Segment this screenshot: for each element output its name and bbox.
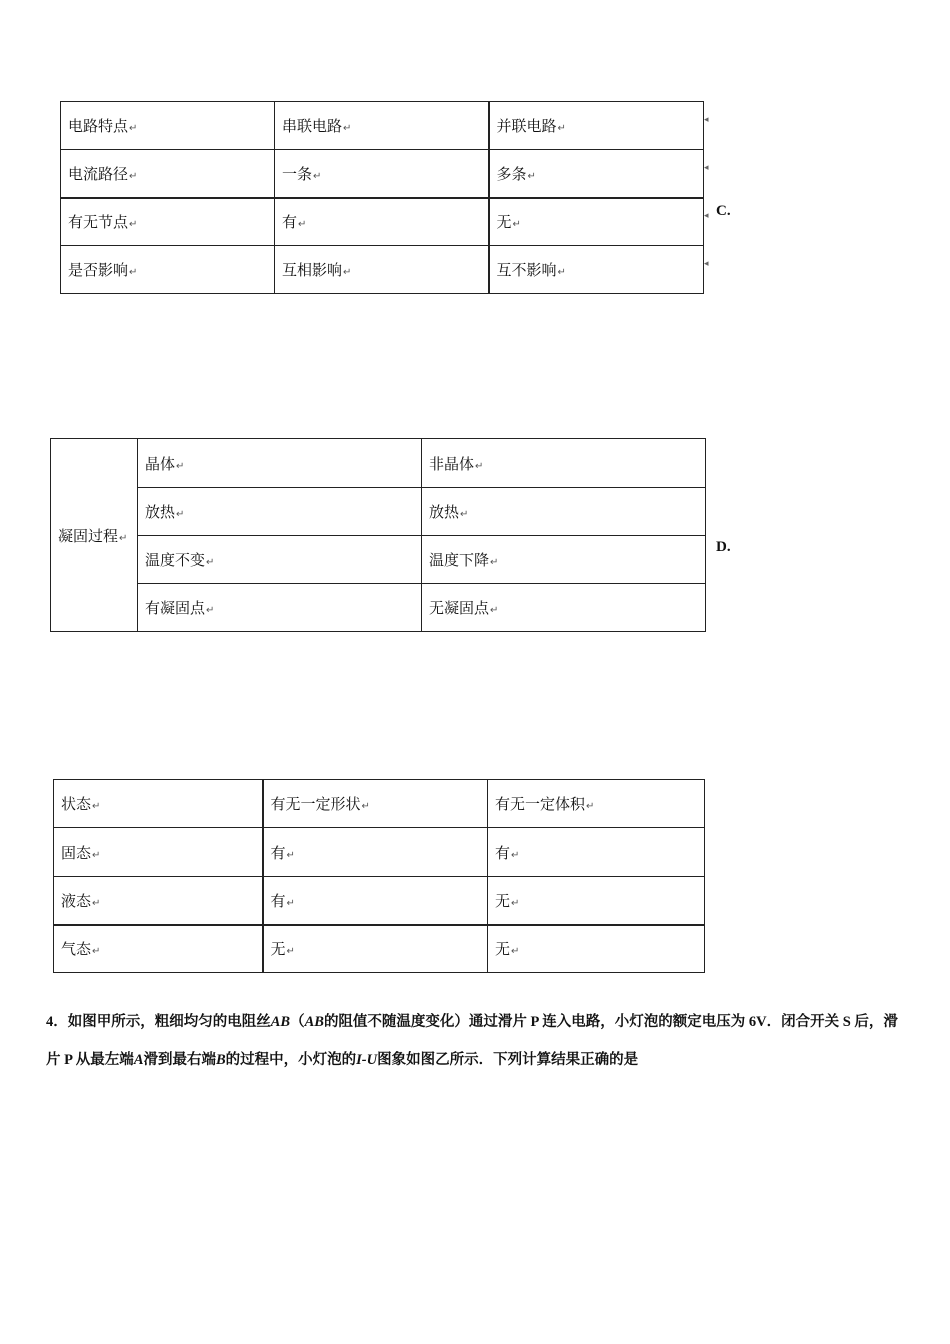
solidification-table <box>50 438 706 632</box>
question-4: 4．如图甲所示，粗细均匀的电阻丝AB（AB的阻值不随温度变化）通过滑片 P 连入电路，小灯泡的额定电压为 6V．闭合开关 S 后，滑片 P 从最左端A滑到最右端B的过程中，小灯泡的I-U图象如图乙所示．下列计算结果正确的是 <box>46 1014 898 1068</box>
table-cell: 温度下降↵ <box>422 536 706 584</box>
states-of-matter-table <box>53 779 705 973</box>
table-cell: 一条↵ <box>275 150 489 198</box>
table-cell: 互相影响↵ <box>275 246 489 294</box>
option-c-label: C. <box>716 203 731 219</box>
table-cell: 固态↵ <box>54 828 263 877</box>
table-cell: 放热↵ <box>422 488 706 536</box>
table-cell: 有无节点↵ <box>61 198 275 246</box>
table-cell: 温度不变↵ <box>138 536 422 584</box>
table-cell: 并联电路↵ <box>489 102 704 150</box>
table-cell: 多条↵ <box>489 150 704 198</box>
table-cell: 晶体↵ <box>138 439 422 488</box>
table-cell: 有↵ <box>488 828 705 877</box>
row-end-marks: ◂ ◂ ◂ ◂ <box>704 115 709 269</box>
table-cell: 有无一定体积↵ <box>488 780 705 828</box>
table-cell: 有↵ <box>263 828 488 877</box>
table-cell: 非晶体↵ <box>422 439 706 488</box>
table-cell: 有↵ <box>263 877 488 925</box>
table-cell: 气态↵ <box>54 925 263 973</box>
table-cell: 电流路径↵ <box>61 150 275 198</box>
table-cell: 电路特点↵ <box>61 102 275 150</box>
table-cell: 是否影响↵ <box>61 246 275 294</box>
table-cell: 无↵ <box>489 198 704 246</box>
table-cell: 有无一定形状↵ <box>263 780 488 828</box>
table-cell: 无↵ <box>263 925 488 973</box>
table-cell: 串联电路↵ <box>275 102 489 150</box>
circuit-characteristics-table <box>60 101 704 294</box>
table-cell: 无↵ <box>488 925 705 973</box>
table-cell: 无↵ <box>488 877 705 925</box>
table-cell: 无凝固点↵ <box>422 584 706 632</box>
option-d-label: D. <box>716 539 731 555</box>
row-header-cell: 凝固过程↵ <box>51 439 138 632</box>
question-number: 4． <box>46 1014 68 1030</box>
table-cell: 液态↵ <box>54 877 263 925</box>
table-cell: 有凝固点↵ <box>138 584 422 632</box>
table-cell: 放热↵ <box>138 488 422 536</box>
table-cell: 互不影响↵ <box>489 246 704 294</box>
table-cell: 状态↵ <box>54 780 263 828</box>
table-cell: 有↵ <box>275 198 489 246</box>
